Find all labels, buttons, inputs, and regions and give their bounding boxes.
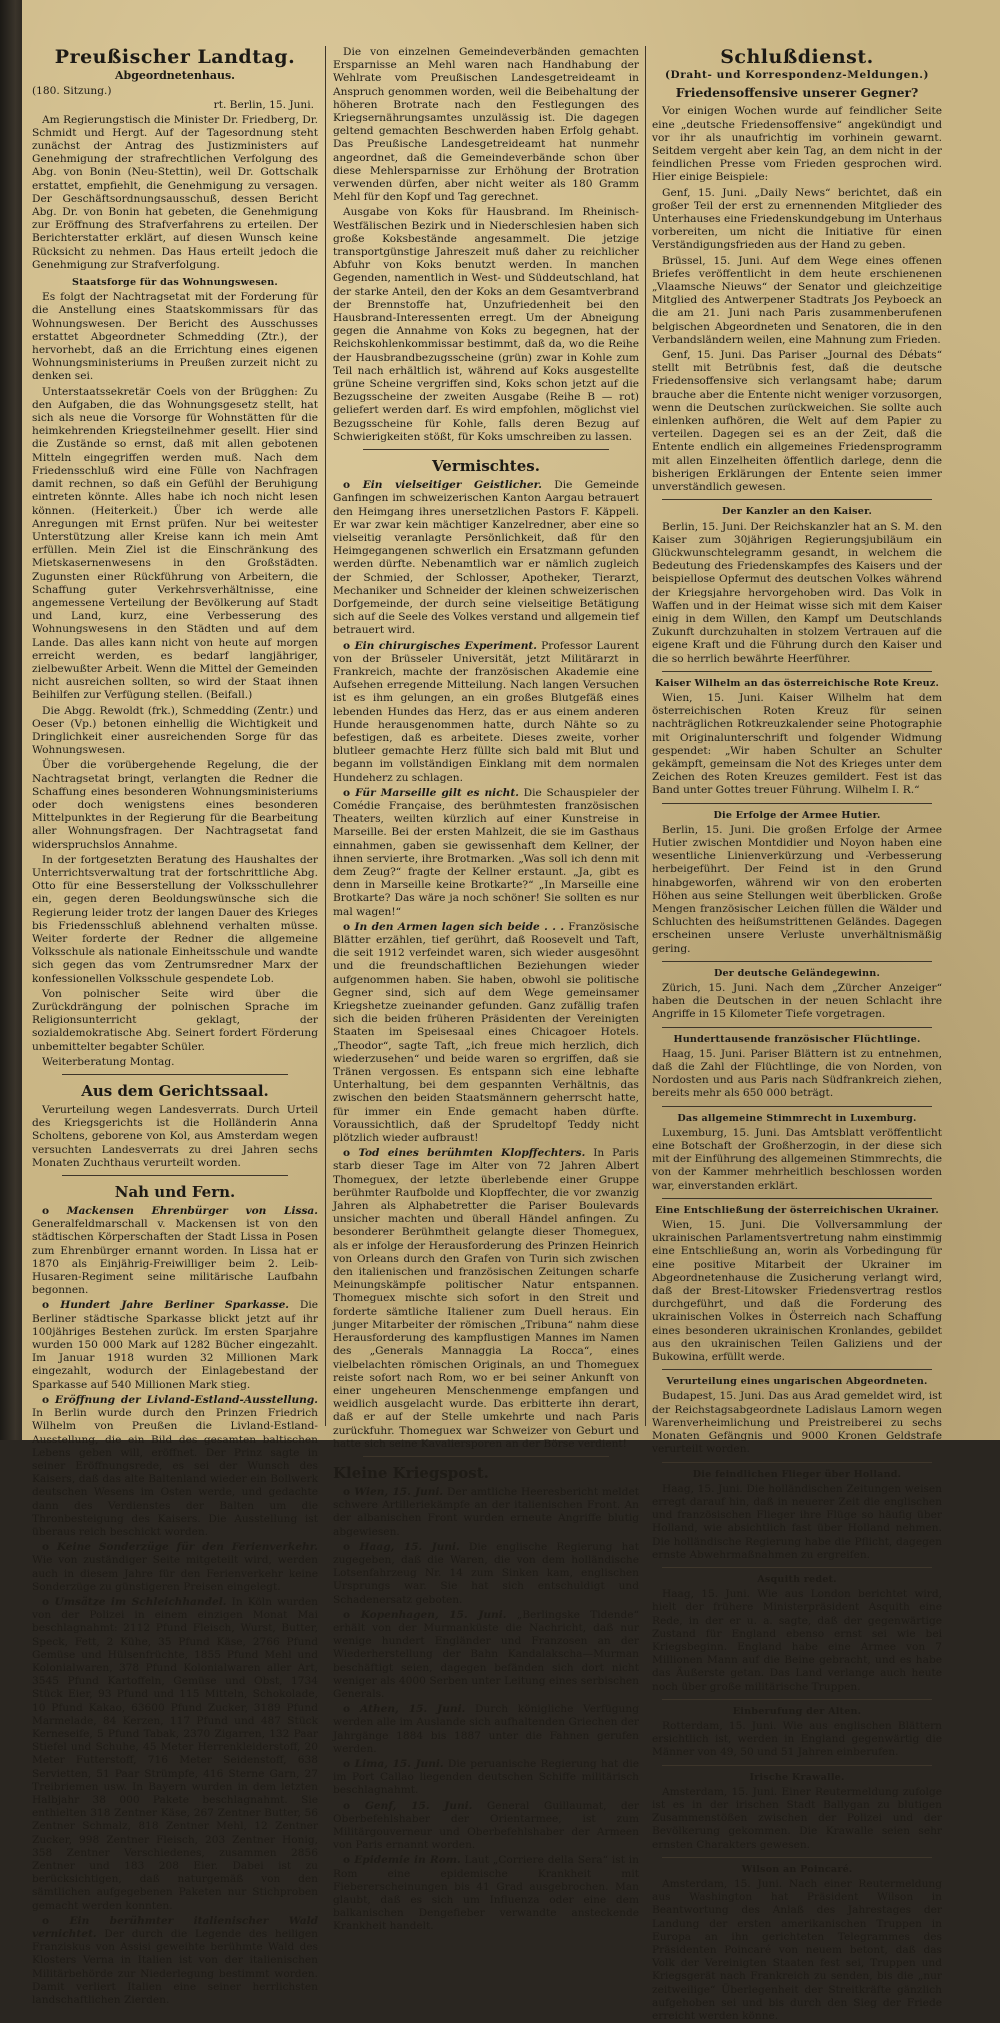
kriegspost-item-lead: o Haag, 15. Juni. bbox=[343, 1541, 460, 1553]
divider bbox=[662, 1462, 932, 1463]
gericht-paragraph: Verurteilung wegen Landesverrats. Durch Urteil des Kriegsgerichts ist die Holländerin Anna Scholtens, geborene von Kol, aus Amsterdam wegen versuchten Landesverrats zu drei Jahren sechs Monaten Zuchthaus verurteilt worden. bbox=[32, 1104, 318, 1169]
nah-item-lead: o Hundert Jahre Berliner Sparkasse. bbox=[42, 1299, 289, 1311]
news-heading: Der deutsche Geländegewinn. bbox=[713, 967, 881, 979]
kriegspost-body bbox=[333, 1486, 639, 1934]
kriegspost-item-lead: o Athen, 15. Juni. bbox=[343, 1703, 465, 1715]
vermischtes-item-lead: o Tod eines berühmten Klopffechters. bbox=[343, 1147, 585, 1159]
mehl-paragraph: Die von einzelnen Gemeindeverbänden gemachten Ersparnisse an Mehl waren nach Handhabung der Wehlrate vom Preußischen Landesgetreideamt in Anspruch genommen worden, weil die Beibehaltung der höheren Brotrate nach den Festlegungen des Kriegsernährungsamtes unzulässig ist. Die dagegen geltend gemachten Beschwerden haben Erfolg gehabt. Das Preußische Landesgetreideamt hat nunmehr angeordnet, daß die Gemeindeverbände schon über diese Mehlersparnisse zur Erhöhung der Brotration verwenden dürfen, aber nicht weiter als 180 Gramm Mehl für den Kopf und Tag gerechnet. bbox=[333, 46, 639, 204]
news-paragraph: Haag, 15. Juni. Pariser Blättern ist zu entnehmen, daß die Zahl der Flüchtlinge, die von Norden, von Nordosten und aus Paris nach Südfrankreich ziehen, bereits mehr als 650 000 beträgt. bbox=[652, 1047, 942, 1100]
wohnung-paragraph: Von polnischer Seite wird über die Zurückdrängung der polnischen Sprache im Religionsunterricht geklagt, der sozialdemokratische Abg. Seinert fordert Förderung unbemittelter begabter Schüler. bbox=[32, 987, 318, 1053]
news-paragraph: Genf, 15. Juni. „Daily News“ berichtet, daß ein großer Teil der erst zu ernennenden Mitglieder des Unterhauses eine Friedenskundgebung im Unterhaus vorbereiten, um nicht die Initiative für einen Verständigungsfrieden aus der Hand zu geben. bbox=[652, 186, 942, 252]
news-paragraph: Berlin, 15. Juni. Die großen Erfolge der Armee Hutier zwischen Montdidier und Noyon haben eine wesentliche Linienverkürzung und -Verbesserung herbeigeführt. Der Feind ist in den Grund hinabgeworfen, während wir von den eroberten Höhen aus seine Stellungen weit überblicken. Große Mengen französischer Leichen füllen die Wälder und Schluchten des heißumstrittenen Geländes. Dagegen erscheinen unsere Verluste unverhältnismäßig gering. bbox=[652, 823, 942, 955]
kriegspost-item bbox=[333, 1854, 639, 1933]
news-heading: Kaiser Wilhelm an das österreichische Rote Kreuz. bbox=[654, 677, 940, 689]
vermischtes-item bbox=[333, 479, 639, 637]
nah-item bbox=[32, 1596, 318, 1913]
news-paragraph: Brüssel, 15. Juni. Auf dem Wege eines offenen Briefes veröffentlicht in dem heute erschienenen „Vlaamsche Nieuws“ der Senator und gleichzeitige Mitglied des Antwerpener Stadtrats Jos Peyboeck an die am 21. Juni nach Paris zusammenberufenen belgischen Abgeordneten und Senatoren, die in den Verbandsländern weilen, eine Mahnung zum Frieden. bbox=[652, 254, 942, 346]
news-paragraph: Amsterdam, 15. Juni. Einer Reutermeldung zufolge ist es in der irischen Stadt Ballygan zu blutigen Zusammenstößen zwischen der Polizei und der Bevölkerung gekommen. Die Krawalle seien sehr ernsten Charakters gewesen. bbox=[652, 1785, 942, 1851]
column-rule bbox=[325, 46, 326, 1426]
kriegspost-item-text: Der amtliche Heeresbericht meldet schwere Artilleriekämpfe an der italienischen Front. An der albanischen Front wurden erneute Angriffe blutig abgewiesen. bbox=[333, 1485, 639, 1538]
vermischtes-body bbox=[333, 479, 639, 1451]
divider bbox=[662, 1198, 932, 1199]
news-paragraph: Haag, 15. Juni. Die holländischen Zeitungen weisen erregt darauf hin, daß in neuerer Zeit die englischen und französischen Flieger ihre Flüge so häufig über Holland, wie absichtlich fast über Holland nehmen. Die holländische Regierung habe die Pflicht, dagegen ernste Abwehrmaßnahmen zu ergreifen. bbox=[652, 1482, 942, 1561]
vermischtes-item-lead: o Für Marseille gilt es nicht. bbox=[343, 787, 519, 799]
news-heading: Das allgemeine Stimmrecht in Luxemburg. bbox=[677, 1112, 917, 1124]
news-paragraph: Genf, 15. Juni. Das Pariser „Journal des Débats“ stellt mit Betrübnis fest, daß die deutsche Friedensoffensive sich verlangsamt habe; darum brauche aber die Entente nicht weniger vorzusorgen, wenn die Deutschen zurückweichen. Sie sollte auch einlenken aufhören, die Welt auf dem Papier zu verteilen. Dagegen sei es an der Zeit, daß die Entente endlich ein allgemeines Friedensprogramm mit allen Einzelheiten öffentlich darlege, denn die bisherigen Erklärungen der Entente seien immer unverständlich gewesen. bbox=[652, 349, 942, 494]
kriegspost-item-text: „Berlingske Tidende“ erhält von der Murmanküste die Nachricht, daß nur wenige hundert Engländer und Franzosen an der Wiederherstellung der Bahn Kandalakscha—Murman beschäftigt seien, dagegen befänden sich dort nicht weniger als 4000 Serben unter Leitung eines serbischen Generals. bbox=[333, 1608, 639, 1700]
landtag-title: Preußischer Landtag. bbox=[54, 46, 296, 68]
nah-item bbox=[32, 1394, 318, 1539]
nah-item-text: Der durch die Legende des heiligen Franziskus von Assisi geweihte berühmte Wald des Klosters Verna in Italien ist von der italienischen Militärbehörde zur Niederlegung bestimmt worden. Damit verliert Italien eine seiner herrlichsten landschaftlichen Zierden. bbox=[32, 1928, 319, 2007]
vermischtes-item-text: In Paris starb dieser Tage im Alter von 72 Jahren Albert Thomeguex, der letzte überlebende einer Gruppe berühmter Raufbolde und Klopffechter, die vor zwanzig Jahren als Alphabetretter die Pariser Boulevards unsicher machten und überall Händel anfingen. Zu besonderer Berühmtheit gelangte dieser Thomeguex, als er infolge der Herausforderung des Prinzen Heinrich von Orleans durch den Grafen von Turin sich zwischen den italienischen und französischen Zeitungen scharfe Meinungskämpfe politischer Natur entspannen. Thomeguex mischte sich sofort in den Streit und forderte sämtliche Italiener zum Duell heraus. Ein junger Mitarbeiter der römischen „Tribuna“ nahm diese Herausforderung des kampflustigen Mannes im Namen des „Generals Mannaggia La Rocca“, eines vielbelachten römischen Originals, an und Thomeguex reiste sofort nach Rom, wo er bei seiner Ankunft von einer ungeheuren Menschenmenge empfangen und weidlich ausgelacht wurde. Das erbitterte ihn derart, daß er auf der Stelle umkehrte und nach Paris zurückfuhr. Thomeguex war Schweizer von Geburt und hatte sich seine Kavaliersporen an der Börse verdient! bbox=[333, 1147, 639, 1450]
news-paragraph: Luxemburg, 15. Juni. Das Amtsblatt veröffentlicht eine Botschaft der Großherzogin, in der diese sich mit der Einführung des allgemeinen Stimmrechts, die von der Kammer mehrheitlich beschlossen worden war, einverstanden erklärt. bbox=[652, 1126, 942, 1192]
nah-item-text: In Köln wurden von der Polizei in einem einzigen Monat Mai beschlagnahmt: 2112 Pfund Fleisch, Wurst, Butter, Speck, Fett, 2 Kühe, 35 Pfund Käse, 2766 Pfund Gemüse und Hülsenfrüchte, 1855 Pfund Mehl und Kolonialwaren, 378 Pfund Kolonialwaren aller Art, 3545 Pfund Kartoffeln, Gemüse und Obst, 1734 Stück Eier, 93 Pfund und 115 Mitteln, Schokolade, 10 Pfund Kakao, 63600 Pfund Zucker, 3189 Pfund Marmelade, 84 Kerzen, 117 Pfund und 487 Stück Kerneseife, 5 Pfund Tabak, 2370 Zigarren, 132 Paar Stiefel und Schuhe, 45 Meter Herrenkleiderstoff, 20 Meter Futterstoff, 716 Meter Seidenstoff, 638 Servietten, 51 Paar Strümpfe, 416 Sterne Garn, 27 Treibriemen usw. In Bayern wurden in dem letzten Halbjahr 38 000 Pakete beschlagnahmt. Sie enthielten 318 Zentner Käse, 267 Zentner Butter, 56 Zentner Schmalz, 818 Zentner Mehl, 12 Zentner Zucker, 998 Zentner Fleisch, 203 Zentner Honig, 358 Zentner Verschiedenes, zusammen 2856 Zentner und 183 208 Eier. Dabei ist zu berücksichtigen, daß naturgemäß von den sämtlichen aufgegebenen Paketen nur Stichproben gemacht werden konnten. bbox=[32, 1595, 318, 1912]
divider bbox=[662, 803, 932, 804]
nah-item-text: Generalfeldmarschall v. Mackensen ist von den städtischen Körperschaften der Stadt Lissa in Posen zum Ehrenbürger ernannt worden. In Lissa hat er 1870 als Einjährig-Freiwilliger beim 2. Leib-Husaren-Regiment seine militärische Laufbahn begonnen. bbox=[32, 1218, 318, 1297]
divider bbox=[662, 1857, 932, 1858]
landtag-paragraph: Am Regierungstisch die Minister Dr. Friedberg, Dr. Schmidt und Hergt. Auf der Tagesordnung steht zunächst der Antrag des Justizministers auf Genehmigung der strafrechtlichen Verfolgung des Abg. von Bonin (Neu-Stettin), weil Dr. Gottschalk erstattet, empfiehlt, die Genehmigung zu versagen. Der Geschäftsordnungsausschuß, dessen Bericht Abg. Dr. von Bonin hat gebeten, die Genehmigung zur Eröffnung des Strafverfahrens zu erteilen. Der Berichterstatter erklärt, auf diesen Wunsch keine Rücksicht zu nehmen. Das Haus erteilt jedoch die Genehmigung zur Strafverfolgung. bbox=[32, 113, 318, 271]
divider bbox=[662, 1369, 932, 1370]
kriegspost-item bbox=[333, 1758, 639, 1798]
kriegspost-item bbox=[333, 1541, 639, 1607]
divider bbox=[662, 1106, 932, 1107]
divider bbox=[363, 1456, 609, 1457]
news-heading: Verurteilung eines ungarischen Abgeordneten. bbox=[666, 1376, 928, 1388]
kriegspost-item-text: Laut „Corriere della Sera“ ist in Rom eine epidemische Krankheit mit Fiebererscheinungen bis 41 Grad ausgebrochen. Man glaubt, daß es sich um Influenza oder eine dem balkanischen Dengefieber verwandte ansteckende Krankheit handelt. bbox=[333, 1854, 640, 1933]
vermischtes-item-text: Die Gemeinde Ganfingen im schweizerischen Kanton Aargau betrauert den Heimgang ihres unersetzlichen Pastors F. Käppeli. Er war zwar kein mächtiger Kanzelredner, aber eine so vielseitig veranlagte Persönlichkeit, daß für den Heimgegangenen schwerlich ein Ersatzmann gefunden werden dürfte. Nebenamtlich war er nämlich zugleich der Schmied, der Schlosser, Apotheker, Tierarzt, Mechaniker und Schneider der kleinen schweizerischen Dorfgemeinde, der durch seine vielseitige Betätigung sich auf die Seele des Volkes verstand und allgemein tief betrauert wird. bbox=[333, 479, 640, 637]
divider bbox=[662, 961, 932, 962]
vermischtes-item bbox=[333, 921, 639, 1145]
vermischtes-item-lead: o Ein chirurgisches Experiment. bbox=[343, 640, 537, 652]
column-right bbox=[652, 46, 942, 2023]
vermischtes-item bbox=[333, 787, 639, 919]
news-heading: Hunderttausende französischer Flüchtlinge. bbox=[673, 1033, 921, 1045]
nah-item bbox=[32, 1541, 318, 1594]
friedensoffensive-heading: Friedensoffensive unserer Gegner? bbox=[675, 85, 919, 101]
schlussdienst-subtitle: (Draht- und Korrespondenz-Meldungen.) bbox=[664, 69, 930, 81]
nah-item-lead: o Ein berühmter italienischer Wald vernichtet. bbox=[32, 1915, 318, 1940]
news-paragraph: Budapest, 15. Juni. Das aus Arad gemeldet wird, ist der Reichstagsabgeordnete Ladislaus Lamorn wegen Warenverheimlichung und Preistreiberei zu sechs Monaten Gefängnis und 9000 Kronen Geldstrafe verurteilt worden. bbox=[652, 1390, 942, 1456]
nah-item bbox=[32, 1299, 318, 1391]
news-paragraph: Wien, 15. Juni. Kaiser Wilhelm hat dem österreichischen Roten Kreuz für seinen nachträglichen Rotkreuzkalender seine Photographie mit Originalunterschrift und folgender Widmung gespendet: „Wir haben Schulter an Schulter gekämpft, gemeinsam die Not des Krieges unter dem Zeichen des Roten Kreuzes gemildert. Fest ist das Band unter Gottes treuer Führung. Wilhelm I. R.“ bbox=[652, 691, 942, 797]
divider bbox=[662, 1567, 932, 1568]
news-paragraph: Rotterdam, 15. Juni. Wie aus englischen Blättern ersichtlich ist, werden in England gegenwärtig die Männer von 49, 50 und 51 Jahren einberufen. bbox=[652, 1719, 942, 1759]
mehl-body bbox=[333, 46, 639, 204]
vermischtes-item-lead: o In den Armen lagen sich beide . . . bbox=[343, 921, 564, 933]
news-heading: Die feindlichen Flieger über Holland. bbox=[692, 1468, 902, 1480]
news-paragraph: Amsterdam, 15. Juni. Nach einer Reutermeldung aus Washington hat Präsident Wilson in Beantwortung des Anlaß des Jahrestages der Landung der ersten amerikanischen Truppen in Europa an ihn gerichteten Telegrammes des Präsidenten Poincaré von neuem betont, daß das Volk der Vereinigten Staaten fest sei, Truppen und Kriegsgerät nach Frankreich zu senden, bis die „nur zeitweilige“ Überlegenheit der Streitkräfte gänzlich aufgehoben sei und bis durch den Sieg der Friede erreicht werden könne. bbox=[652, 1877, 942, 2023]
kriegspost-item-text: Die peruanische Regierung hat die im Port Callao liegenden deutschen Schiffe militärisch beschlagnahmt. bbox=[333, 1757, 639, 1797]
kriegspost-item bbox=[333, 1800, 639, 1853]
nah-item-lead: o Eröffnung der Livland-Estland-Ausstellung. bbox=[42, 1394, 318, 1406]
vermischtes-item-text: Französische Blätter erzählen, tief gerührt, daß Roosevelt und Taft, die seit 1912 verfeindet waren, sich wieder ausgesöhnt und die freundschaftlichen Beziehungen wieder aufgenommen haben. Sie haben, obwohl sie politische Gegner sind, sich auf dem Wege gemeinsamer Kriegshetze zueinander gefunden. Ganz zufällig trafen sich die beiden früheren Präsidenten der Vereinigten Staaten im Speisesaal eines Chicagoer Hotels. „Theodor“, sagte Taft, „ich freue mich herzlich, dich wiederzusehen“ und beide waren so ergriffen, daß sie Tränen vergossen. Es entspann sich eine lebhafte Unterhaltung, bei dem gespannten Verhältnis, das zwischen den beiden Staatsmännern geherrscht hatte, für immer ein Ende gemacht haben dürfte. Voraussichtlich, daß der Sprudeltopf Teddy nicht plötzlich wieder aufbraust! bbox=[333, 920, 639, 1145]
kriegspost-item-lead: o Kopenhagen, 15. Juni. bbox=[343, 1609, 506, 1621]
news-heading: Wilson an Poincaré. bbox=[741, 1863, 853, 1875]
kriegspost-item-lead: o Genf, 15. Juni. bbox=[343, 1800, 472, 1812]
wohnung-heading: Staatsforge für das Wohnungswesen. bbox=[72, 277, 278, 289]
nah-item-lead: o Umsätze im Schleichhandel. bbox=[42, 1596, 227, 1608]
kriegspost-item-lead: o Wien, 15. Juni. bbox=[343, 1486, 443, 1498]
kriegspost-item-lead: o Lima, 15. Juni. bbox=[343, 1758, 444, 1770]
wohnung-paragraph: In der fortgesetzten Beratung des Haushaltes der Unterrichtsverwaltung trat der fortschrittliche Abg. Otto für eine Besserstellung der Volksschullehrer ein, gegen deren Beoldungswünsche sich die Regierung leider trotz der langen Dauer des Krieges bis Friedensschluß ablehnend verhalten müsse. Weiter forderte der Redner die allgemeine Volksschule als nationale Einheitsschule und wandte sich gegen das vom Zentrumsredner Marx der konfessionellen Volksschule gespendete Lob. bbox=[32, 853, 318, 985]
column-left bbox=[32, 46, 319, 2007]
column-middle bbox=[333, 46, 640, 1933]
schlussdienst-body bbox=[652, 187, 942, 2023]
news-paragraph: Berlin, 15. Juni. Der Reichskanzler hat an S. M. den Kaiser zum 30jährigen Regierungsjubiläum ein Glückwunschtelegramm gesandt, in welchem die Bedeutung des Friedenskampfes des Kaisers und der beispiellose Opfermut des deutschen Volkes während der Kriegsjahre hervorgehoben wird. Das Volk in Waffen und in der Heimat wisse sich mit dem Kaiser einig in dem Willen, den Kampf um Deutschlands Zukunft durchzuhalten in stolzem Vertrauen auf die eigene Kraft und die Führung durch den Kaiser und die so herrlich bewährte Heerführer. bbox=[652, 520, 942, 665]
news-heading: Der Kanzler an den Kaiser. bbox=[721, 506, 872, 518]
nah-item-lead: o Mackensen Ehrenbürger von Lissa. bbox=[42, 1205, 318, 1217]
divider bbox=[363, 449, 609, 450]
news-heading: Einberufung der Alten. bbox=[732, 1705, 862, 1717]
news-heading: Asquith redet. bbox=[757, 1573, 837, 1585]
koks-paragraph: Ausgabe von Koks für Hausbrand. Im Rheinisch-Westfälischen Bezirk und in Niederschlesien haben sich große Koksbestände angesammelt. Die jetzige transportgünstige Jahreszeit muß daher zu reichlicher Abfuhr von Koks benutzt werden. In manchen Gegenden, namentlich in West- und Süddeutschland, hat der starke Anteil, den der Koks an dem Gesamtverbrand der Brennstoffe hat, Unzufriedenheit bei den Hausbrand-Interessenten erregt. Um der Abneigung gegen die Annahme von Koks zu begegnen, hat der Reichskohlenkommissar bestimmt, daß da, wo die Reihe der Hausbrandbezugsscheine (grün) zwar in Kohle zum Teil nach erhältlich ist, während auf Koks ausgestellte grüne Scheine vergriffen sind, Koks schon jetzt auf die Bezugsscheine der zweiten Ausgabe (Reihe B — rot) geliefert werden darf. Es wird empfohlen, möglichst viel Bezugsscheine für Kohle, falls deren Bezug auf Schwierigkeiten stößt, für Koks umschreiben zu lassen. bbox=[333, 206, 639, 443]
kriegspost-title: Kleine Kriegspost. bbox=[333, 1463, 489, 1482]
landtag-dateline: rt. Berlin, 15. Juni. bbox=[213, 99, 314, 112]
kriegspost-item-text: Die englische Regierung hat zugegeben, daß die Waren, die von dem holländische Lotsenfahrzeug Nr. 14 zum Sinken kam, englischen Ursprungs war. Sie hat sich entschuldigt und Schadenersatz geboten. bbox=[333, 1540, 639, 1606]
wohnung-paragraph: Über die vorübergehende Regelung, die der Nachtragsetat bringt, verlangten die Redner die Schaffung eines besonderen Wohnungsministeriums oder doch wenigstens eines besonderen Mittelpunktes in der Regierung für die Bearbeitung aller Wohnungsfragen. Der Nachtragsetat fand widerspruchslos Annahme. bbox=[32, 759, 318, 851]
news-heading: Die Erfolge der Armee Hutier. bbox=[713, 809, 881, 821]
wohnung-paragraph: Die Abgg. Rewoldt (frk.), Schmedding (Zentr.) und Oeser (Vp.) betonen einhellig die Wichtigkeit und Dringlichkeit einer ausreichenden Sorge für das Wohnungswesen. bbox=[32, 704, 318, 757]
kriegspost-item bbox=[333, 1486, 639, 1539]
kriegspost-item-text: General Guillaumat, der Oberbefehlshaber der Orientarmee, ist zum Militärgouverneur und Oberbefehlshaber der Armeen von Paris ernannt worden. bbox=[333, 1799, 639, 1852]
wohnung-paragraph: Unterstaatssekretär Coels von der Brügghen: Zu den Aufgaben, die das Wohnungsgesetz stellt, hat sich als neue die Vorsorge für Wohnstätten für die heimkehrenden Kriegsteilnehmer gesellt. Hier sind die Zustände so ernst, daß mit allen gebotenen Mitteln eingegriffen werden muß. Nach dem Friedensschluß wird eine Fülle von Nachfragen damit rechnen, so daß ein Gefühl der Beruhigung eintreten könnte. Alles habe ich noch nicht lesen können. (Heiterkeit.) Über ich werde alle Anregungen mit Ernst prüfen. Nur bei weitester Unterstützung aller Kreise kann ich mein Amt erfüllen. Mein Ziel ist die Einschränkung des Mietskasernenwesens in den Großstädten. Zugunsten einer Rückführung von Arbeitern, die Schaffung guter Verkehrsverhältnisse, eine angemessene Verteilung der Bevölkerung auf Stadt und Land, kurz, eine Verbesserung des Wohnungswesens in den Städten und auf dem Lande. Das alles kann nicht von heute auf morgen erreicht werden, es bedarf langjähriger, zielbewußter Arbeit. Wenn die Mittel der Gemeinden nicht ausreichen sollten, so wird der Staat ihnen Beihilfen zur Verfügung stellen. (Beifall.) bbox=[32, 385, 318, 702]
vermischtes-item-text: Die Schauspieler der Comédie Française, des berühmtesten französischen Theaters, weilten kürzlich auf einer Kunstreise in Marseille. Bei der ersten Mahlzeit, die sie im Gasthaus einnahmen, gaben sie gewissenhaft dem Kellner, der ihnen servierte, ihre Brotmarken. „Was soll ich denn mit dem Zeug?“ fragte der Kellner erstaunt. „Ja, gibt es denn in Marseille keine Brotkarte?“ „In Marseille eine Brotkarte? Das wäre ja noch schöner! Sie sollten es nur mal wagen!“ bbox=[333, 786, 639, 918]
koks-body bbox=[333, 206, 639, 444]
friedensoffensive-intro: Vor einigen Wochen wurde auf feindlicher Seite eine „deutsche Friedensoffensive“ angekündigt und vor ihr als unaufrichtig im vorhinein gewarnt. Seitdem vergeht aber kein Tag, an dem nicht in der feindlichen Presse vom Frieden gesprochen wird. Hier einige Beispiele: bbox=[652, 105, 942, 184]
vermischtes-item bbox=[333, 1147, 639, 1451]
kriegspost-item bbox=[333, 1703, 639, 1756]
nah-item-text: Wie von zuständiger Seite mitgeteilt wird, werden auch in diesem Jahre für den Ferienverkehr keine Sonderzüge zu günstigeren Preisen eingelegt. bbox=[32, 1554, 318, 1593]
gericht-title: Aus dem Gerichtssaal. bbox=[81, 1082, 269, 1101]
kriegspost-item-lead: o Epidemie in Rom. bbox=[343, 1854, 461, 1866]
nah-body bbox=[32, 1205, 318, 2007]
landtag-body bbox=[32, 114, 318, 272]
landtag-session: (180. Sitzung.) bbox=[32, 85, 112, 98]
nah-title: Nah und Fern. bbox=[114, 1183, 236, 1202]
vermischtes-item bbox=[333, 640, 639, 785]
divider bbox=[662, 1765, 932, 1766]
vermischtes-item-text: Professor Laurent von der Brüsseler Universität, jetzt Militärarzt in Frankreich, machte der französischen Akademie eine Aufsehen erregende Mitteilung. Nach langen Versuchen ist es ihm gelungen, an ein großes Blutgefäß eines lebenden Hundes das Herz, das er aus einem anderen Hunde herausgenommen hatte, durch Nähte so zu befestigen, daß es arbeitete. Dieses zweite, vorher blutleer gemachte Herz füllte sich bald mit Blut und begann im vollständigen Einklang mit dem normalen Hundeherz zu schlagen. bbox=[333, 639, 639, 784]
wohnung-paragraph: Weiterberatung Montag. bbox=[42, 1055, 175, 1068]
divider bbox=[62, 1074, 288, 1075]
gericht-body bbox=[32, 1104, 318, 1170]
news-heading: Irische Krawalle. bbox=[749, 1771, 845, 1783]
news-heading: Eine Entschließung der österreichischen Ukrainer. bbox=[655, 1204, 939, 1216]
schlussdienst-title: Schlußdienst. bbox=[720, 46, 874, 68]
nah-item-lead: o Keine Sonderzüge für den Ferienverkehr. bbox=[42, 1541, 318, 1553]
nah-item bbox=[32, 1915, 318, 2007]
vermischtes-item-lead: o Ein vielseitiger Geistlicher. bbox=[343, 479, 542, 491]
wohnung-paragraph: Es folgt der Nachtragsetat mit der Forderung für die Anstellung eines Staatskommissars für das Wohnungswesen. Der Bericht des Ausschusses erstattet Abgeordneter Schmedding (Ztr.), der hervorhebt, daß an die Errichtung eines eigenen Wohnungsministeriums in Preußen zurzeit nicht zu denken sei. bbox=[32, 291, 318, 383]
news-paragraph: Wien, 15. Juni. Die Vollversammlung der ukrainischen Parlamentsvertretung nahm einstimmig eine Entschließung an, worin als Vorbedingung für eine positive Mitarbeit der Ukrainer im Abgeordnetenhause die Zusicherung verlangt wird, daß der Brest-Litowsker Friedensvertrag restlos durchgeführt, und daß die Forderung des ukrainischen Volkes in Österreich nach Schaffung eines besonderen ukrainischen Kronlandes, gebildet aus den ukrainischen Teilen Galiziens und der Bukowina, erfüllt werde. bbox=[652, 1219, 942, 1364]
vermischtes-title: Vermischtes. bbox=[432, 457, 540, 476]
divider bbox=[662, 671, 932, 672]
nah-item-text: In Berlin wurde durch den Prinzen Friedrich Wilhelm von Preußen die Livland-Estland-Ausstellung, die ein Bild des gesamten baltischen Lebens geben will, eröffnet. Der Prinz sagte in seiner Eröffnungsrede, es sei der Wunsch des Kaisers, daß das alte Baltenland wieder ein Bollwerk deutschen Wesens im Osten werde, und gedachte dann des Verdienstes der Balten um die Thronbesteigung des Kaisers. Die Ausstellung ist überaus reich beschickt worden. bbox=[32, 1407, 318, 1538]
nah-item bbox=[32, 1205, 318, 1297]
wohnung-body bbox=[32, 291, 318, 1069]
kriegspost-item-text: Durch königliche Verfügung werden alle im Auslande sich aufhaltenden Griechen der Jahrgänge 1884 bis 1887 unter die Fahnen gerufen werden. bbox=[333, 1703, 639, 1755]
divider bbox=[62, 1175, 288, 1176]
divider bbox=[662, 1699, 932, 1700]
news-paragraph: Haag, 15. Juni. Wie aus London berichtet wird, hielt der frühere Ministerpräsident Asquith eine Rede, in der er u. a. sagte, daß der gegenwärtige Zustand für England ebenso ernst sei wie bei Kriegsbeginn. England habe eine Armee von 7 Millionen Mann auf die Beine gebracht, und es habe das Äußerste getan. Das Land verlange auch heute noch über große militärische Truppen. bbox=[652, 1588, 942, 1693]
binding-spine bbox=[0, 0, 22, 1440]
landtag-subtitle: Abgeordnetenhaus. bbox=[115, 69, 235, 82]
column-rule bbox=[645, 46, 646, 1426]
divider bbox=[662, 1027, 932, 1028]
nah-item-text: Die Berliner städtische Sparkasse blickt jetzt auf ihr 100jähriges Bestehen zurück. Im ersten Sparjahre wurden 150 000 Mark auf 1282 Bücher eingezahlt. Im Januar 1918 wurden 32 Millionen Mark eingezahlt, wodurch der Einlagebestand der Sparkasse auf 540 Millionen Mark stieg. bbox=[32, 1299, 318, 1391]
divider bbox=[662, 499, 932, 500]
kriegspost-item bbox=[333, 1609, 639, 1701]
news-paragraph: Zürich, 15. Juni. Nach dem „Zürcher Anzeiger“ haben die Deutschen in der neuen Schlacht ihre Angriffe in 15 Kilometer Tiefe vorgetragen. bbox=[652, 982, 942, 1021]
